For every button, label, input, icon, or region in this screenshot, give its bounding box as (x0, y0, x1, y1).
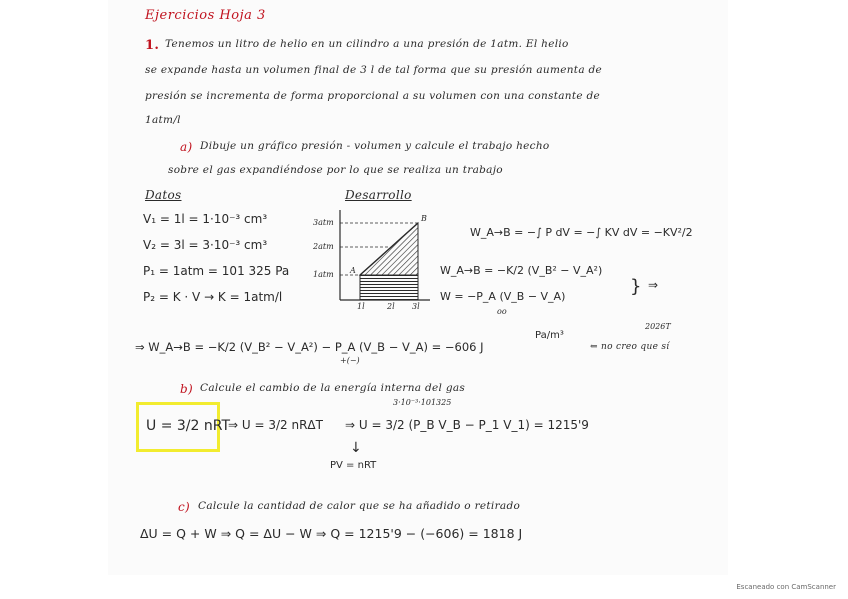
scanner-footer: Escaneado con CamScanner (736, 583, 836, 591)
part-c-label: c) (178, 500, 191, 514)
work-result-sub: +(−) (340, 356, 360, 365)
pv-xlabel-1: 1l (357, 302, 365, 311)
datos-p2: P₂ = K · V → K = 1atm/l (143, 290, 283, 304)
work-integral-eq: W_A→B = −∫ P dV = −∫ KV dV = −KV²/2 (470, 226, 693, 239)
problem-text-line-4: 1atm/l (145, 114, 181, 126)
work-rectangle-sub: oo (497, 307, 507, 316)
part-a-text-line-2: sobre el gas expandiéndose por lo que se realiza un trabajo (168, 164, 503, 176)
pv-work-rectangle (360, 275, 418, 300)
implies-arrow: ⇒ (648, 278, 659, 292)
brace-arrow: } (630, 276, 642, 297)
result-unit: Pa/m³ (535, 330, 564, 341)
page-title: Ejercicios Hoja 3 (145, 8, 266, 23)
part-a-text-line-1: Dibuje un gráfico presión - volumen y calcule el trabajo hecho (200, 140, 550, 152)
pv-point-a: A (350, 266, 356, 275)
internal-energy-delta-t: ⇒ U = 3/2 nRΔT (228, 418, 323, 432)
pv-xlabel-3: 3l (412, 302, 420, 311)
ideal-gas-law: PV = nRT (330, 460, 377, 471)
problem-text-line-2: se expande hasta un volumen final de 3 l de tal forma que su presión aumenta de (145, 64, 603, 76)
internal-energy-result: ⇒ U = 3/2 (P_B V_B − P_1 V_1) = 1215'9 (345, 418, 589, 432)
datos-v1: V₁ = 1l = 1·10⁻³ cm³ (143, 212, 268, 226)
part-b-small-over: 3·10⁻³·101325 (393, 398, 452, 407)
pv-xlabel-2: 2l (387, 302, 395, 311)
part-a-label: a) (180, 140, 193, 154)
internal-energy-formula: U = 3/2 nRT (146, 418, 230, 434)
down-arrow: ↓ (350, 440, 362, 456)
datos-v2: V₂ = 3l = 3·10⁻³ cm³ (143, 238, 268, 252)
problem-text-line-1: Tenemos un litro de helio en un cilindro a una presión de 1atm. El helio (165, 38, 569, 50)
part-b-label: b) (180, 382, 193, 396)
datos-heading: Datos (145, 188, 182, 202)
result-note: ⇐ no creo que sí (590, 342, 670, 352)
result-note-num: 2026T (645, 322, 671, 331)
pv-ylabel-3: 3atm (313, 218, 334, 227)
datos-p1: P₁ = 1atm = 101 325 Pa (143, 264, 290, 278)
problem-text-line-3: presión se incrementa de forma proporcional a su volumen con una constante de (145, 90, 601, 102)
pv-ylabel-1: 1atm (313, 270, 334, 279)
problem-number: 1. (145, 38, 160, 53)
work-result: ⇒ W_A→B = −K/2 (V_B² − V_A²) − P_A (V_B − V_A) = −606 J (135, 340, 484, 354)
desarrollo-heading: Desarrollo (345, 188, 412, 202)
heat-result: ΔU = Q + W ⇒ Q = ΔU − W ⇒ Q = 1215'9 − (−606) = 1818 J (140, 526, 523, 541)
work-rectangle-eq: W = −P_A (V_B − V_A) (440, 290, 566, 303)
part-c-text: Calcule la cantidad de calor que se ha añadido o retirado (198, 500, 521, 512)
pv-ylabel-2: 2atm (313, 242, 334, 251)
pv-point-b: B (421, 214, 427, 223)
work-triangle-eq: W_A→B = −K/2 (V_B² − V_A²) (440, 264, 603, 277)
part-b-text: Calcule el cambio de la energía interna del gas (200, 382, 466, 394)
